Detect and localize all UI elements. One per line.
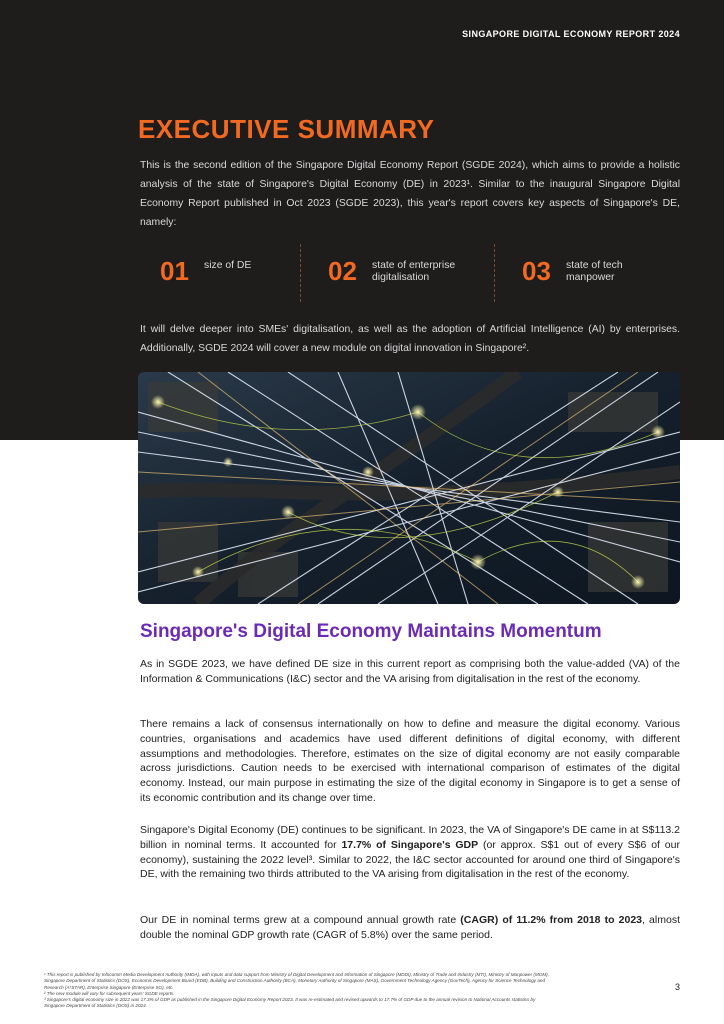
aspect-number: 02 [328,256,357,286]
hero-image-light-trails [138,372,680,604]
paragraph-highlight: (CAGR) of 11.2% from 2018 to 2023 [460,914,643,926]
aspect-divider [300,244,301,302]
paragraph-de-definition: As in SGDE 2023, we have defined DE size in this current report as comprising both the value-added (VA) of the Information & Communications (I&C) sector and the VA arising from digitalisation in the rest of the economy. [140,658,680,685]
executive-summary-title: EXECUTIVE SUMMARY [138,114,435,144]
executive-intro-continued: It will delve deeper into SMEs' digitalisation, as well as the adoption of Artificial Intelligence (AI) by enterprises. Additionally, SGDE 2024 will cover a new module on digital innovation in Singapore². [140,324,680,354]
footnote-line: Singapore Department of Statistics (DOS) in 2024. [44,1003,147,1009]
footnote-line: ² The new module will vary for subsequent years' SGDE reports. [44,990,175,996]
aspect-label: state of tech manpower [566,260,623,283]
paragraph-growth [140,913,680,943]
aspect-divider [494,244,495,302]
page-number: 3 [674,982,680,992]
executive-intro: This is the second edition of the Singapore Digital Economy Report (SGDE 2024), which aims to provide a holistic analysis of the state of Singapore's Digital Economy (DE) in 2023¹. Similar to the inaugural Singapore Digital Economy Report published in Oct 2023 (SGDE 2023), this year's report covers key aspects of Singapore's DE, namely: [140,160,680,228]
paragraph-text: (or approx. S$1 out of every S$6 of our economy), sustaining the 2022 level³. Similar to 2022, the I&C sector accounted for around one third of Singapore's DE, with the remaining two thirds attributed to the VA arising from digitalisation in the rest of the economy. [140,838,680,881]
section-title: Singapore's Digital Economy Maintains Momentum [140,621,602,642]
paragraph-de-size [140,823,680,882]
footnotes [44,972,664,1010]
key-aspects [160,244,680,302]
aspect-number: 03 [522,256,551,286]
aspect-label: size of DE [204,260,252,271]
footnote-line: Singapore Department of Statistics (DOS), Economic Development Board (EDB), Building and Construction Authority (BCA), Monetary Authority of Singapore (MAS), Government Technology Agency (GovTech), Agency for Science Technology and [44,978,546,984]
paragraph-text: Singapore's Digital Economy (DE) continues to be significant. In 2023, the VA of Singapore's DE came in at S$113.2 billion in nominal terms. It accounted for [140,824,680,851]
paragraph-text: , almost double the nominal GDP growth rate (CAGR of 5.8%) over the same period. [140,914,680,941]
footnote-line: ¹ This report is published by Infocomm Media Development Authority (IMDA), with inputs and data support from Ministry of Digital Development and Information of Singapore (MDDI), Ministry of Trade and Industry (MTI), Ministry of Manpower (MOM), [44,972,549,977]
paragraph-text: Our DE in nominal terms grew at a compound annual growth rate [140,914,461,926]
footnote-line: Research (A*STAR), Enterprise Singapore (Enterprise SG), etc. [44,984,174,990]
aspect-label: state of enterprise digitalisation [372,260,456,283]
footnote-line: ³ Singapore's digital economy size in 2022 was 17.3% of GDP as published in the Singapore Digital Economy Report 2023. It was re-estimated and revised upwards to 17.7% of GDP due to the annual revision to National Accounts statistics by [44,997,536,1003]
paragraph-measurement: There remains a lack of consensus internationally on how to define and measure the digital economy. Various countries, organisations and academics have used different definitions of digital economy, with different assumptions and methodologies. Therefore, estimates on the size of digital economy are not easily comparable across jurisdictions. Caution needs to be exercised with international comparison of estimates of the digital economy. Instead, our main purpose in estimating the size of the digital economy in Singapore is to get a sense of its economic contribution and its change over time. [140,718,680,804]
report-header: SINGAPORE DIGITAL ECONOMY REPORT 2024 [462,29,680,39]
aspect-number: 01 [160,256,189,286]
paragraph-highlight: 17.7% of Singapore's GDP [341,838,479,851]
